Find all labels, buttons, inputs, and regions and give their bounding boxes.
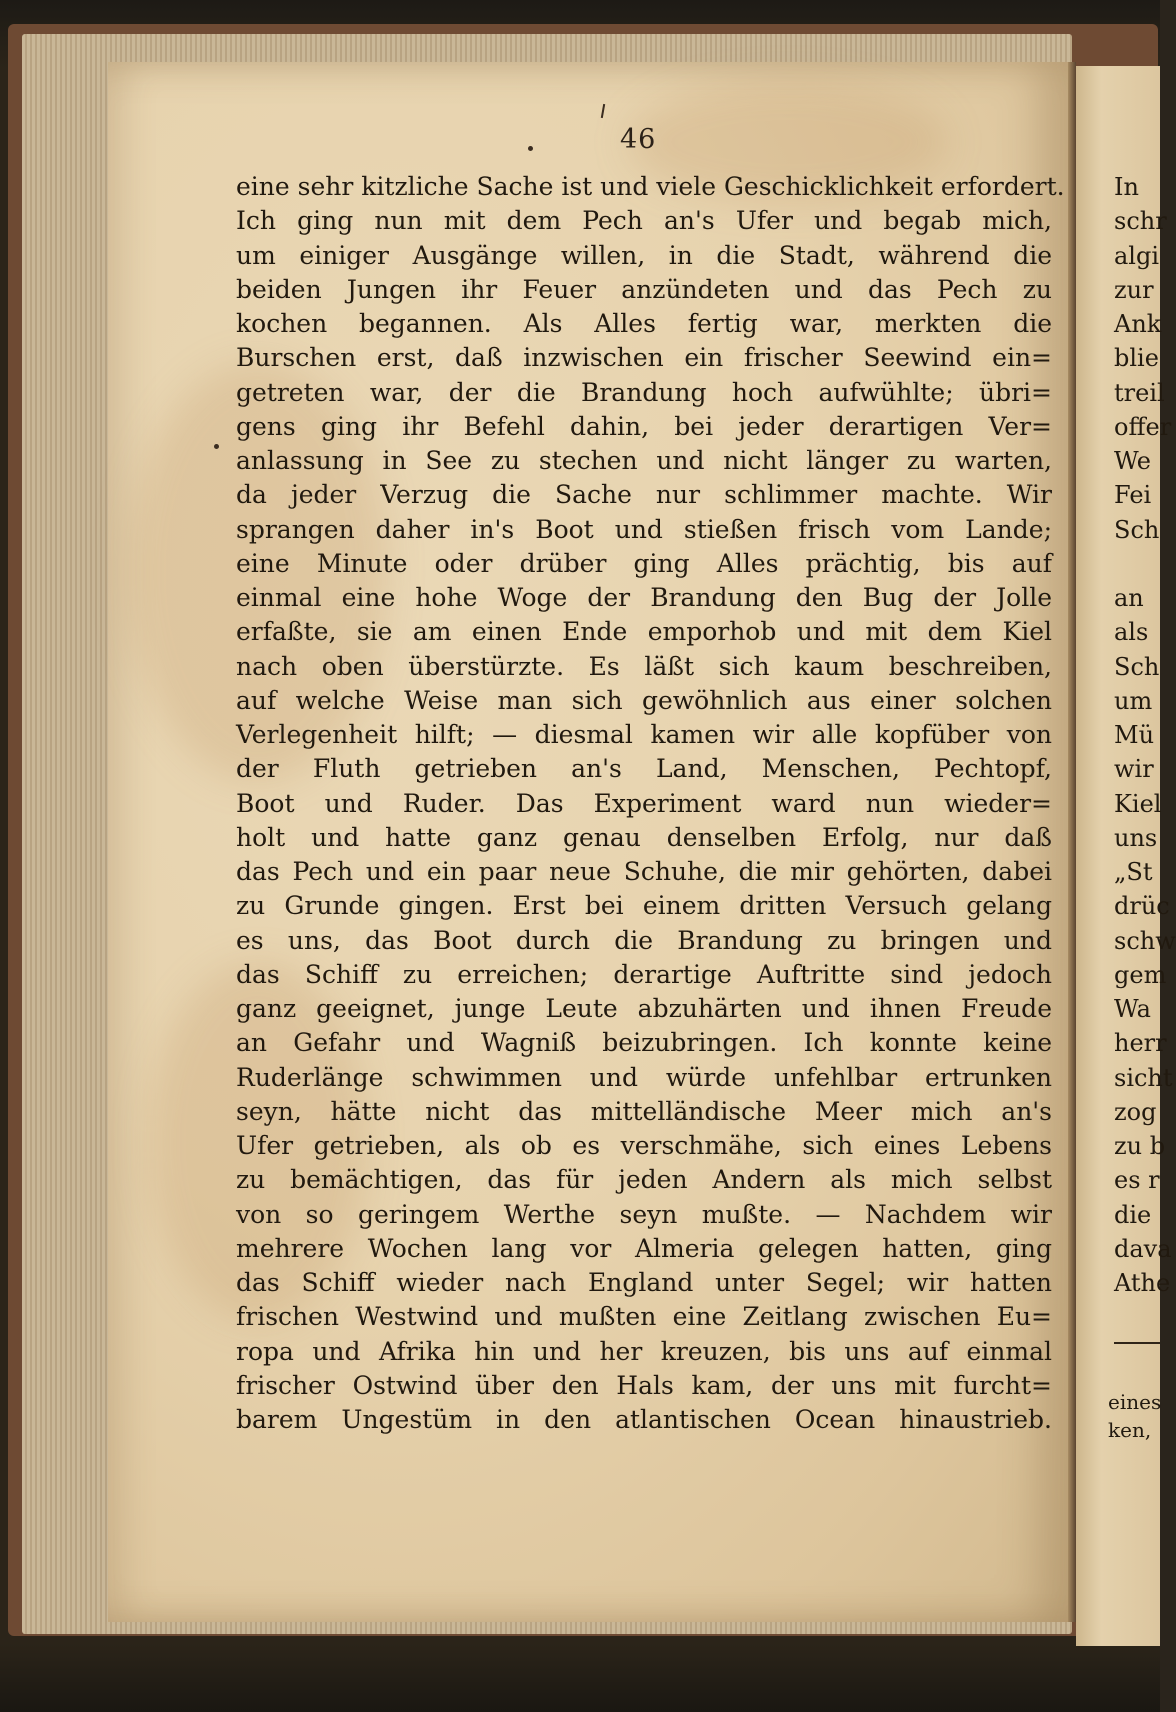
text-line: einmal eine hohe Woge der Brandung den Bug der Jolle [236,583,1052,612]
text-line: das Schiff wieder nach England unter Segel; wir hatten [236,1268,1052,1297]
text-line: an Gefahr und Wagniß beizubringen. Ich konnte keine [236,1028,1052,1058]
right-page-text-line: an [1114,584,1144,612]
text-line: Boot und Ruder. Das Experiment ward nun wieder= [236,788,1052,818]
right-page-text-line: zu b [1114,1132,1166,1160]
text-line: eine Minute oder drüber ging Alles prächtig, bis auf [236,548,1052,578]
right-page-text-line: zog [1114,1097,1157,1126]
text-line: gens ging ihr Befehl dahin, bei jeder derartigen Ver= [236,411,1052,441]
page-number: 46 [620,124,657,155]
page-gutter [1068,62,1076,1622]
text-line: Burschen erst, daß inzwischen ein frischer Seewind ein= [236,343,1052,373]
text-line: getreten war, der die Brandung hoch aufwühlte; übri= [236,377,1052,407]
text-line: das Pech und ein paar neue Schuhe, die mir gehörten, dabei [236,857,1052,886]
right-page-text-line: Fei [1114,481,1152,510]
footnote-line: ken, [1108,1418,1152,1442]
right-page-text-line: Mü [1114,721,1155,749]
text-line: sprangen daher in's Boot und stießen frisch vom Lande; [236,514,1052,544]
text-line: erfaßte, sie am einen Ende emporhob und mit dem Kiel [236,617,1052,647]
right-page-text-line: Kiel [1114,789,1162,818]
right-page-text-line [1114,547,1176,581]
text-line: nach oben überstürzte. Es läßt sich kaum beschreiben, [236,651,1052,681]
footnote-line: eines [1108,1390,1162,1414]
text-line: mehrere Wochen lang vor Almeria gelegen hatten, ging [236,1233,1052,1263]
text-line: ganz geeignet, junge Leute abzuhärten und ihnen Freude [236,994,1052,1023]
right-page-text-line: algi [1114,241,1160,270]
text-line: barem Ungestüm in den atlantischen Ocean hinaustrieb. [236,1405,1052,1434]
text-line: frischer Ostwind über den Hals kam, der uns mit furcht= [236,1370,1052,1400]
text-line: es uns, das Boot durch die Brandung zu bringen und [236,925,1052,955]
right-page-text-line: schw [1114,926,1176,955]
text-line: kochen begannen. Als Alles fertig war, merkten die [236,309,1052,338]
ink-dot [528,146,533,151]
text-line: auf welche Weise man sich gewöhnlich aus einer solchen [236,685,1052,715]
right-page-text-line: drüc [1114,892,1170,921]
right-page-text-line: sicht [1114,1063,1173,1092]
text-line: zu Grunde gingen. Erst bei einem dritten Versuch gelang [236,891,1052,921]
text-line: um einiger Ausgänge willen, in die Stadt, während die [236,240,1052,270]
page-body-text [236,170,1065,1437]
right-page-text-line: um [1114,686,1153,715]
right-page-text-line: In [1114,173,1139,201]
text-line: zu bemächtigen, das für jeden Andern als mich selbst [236,1165,1052,1195]
ink-dot [214,444,219,449]
right-page-text-line: uns [1114,823,1158,852]
right-page-text-line: gem [1114,960,1167,989]
right-page-text-line: Wa [1114,995,1151,1023]
text-line: da jeder Verzug die Sache nur schlimmer machte. Wir [236,480,1052,510]
right-page-text-line: „St [1114,858,1153,886]
right-page-text-line: dava [1114,1234,1172,1263]
text-line: holt und hatte ganz genau denselben Erfolg, nur daß [236,822,1052,852]
footnote-rule [1114,1342,1160,1344]
right-page-text-line: herr [1114,1029,1167,1058]
right-page-text-line: blie [1114,344,1159,373]
text-line: ropa und Afrika hin und her kreuzen, bis uns auf einmal [236,1336,1052,1366]
text-line: von so geringem Werthe seyn mußte. — Nachdem wir [236,1199,1052,1229]
right-page-text-line: als [1114,618,1149,647]
right-page-text-line: We [1114,447,1151,475]
right-page-text-line: wir [1114,755,1154,784]
text-line: eine sehr kitzliche Sache ist und viele Geschicklichkeit erfordert. [236,172,1065,201]
right-page-text [1114,170,1176,1300]
text-line: beiden Jungen ihr Feuer anzündeten und das Pech zu [236,274,1052,304]
right-page-text-line: treil [1114,378,1165,407]
right-page-text-line: die [1114,1200,1152,1229]
right-page-text-line: offer [1114,412,1172,441]
right-page-footnote [1108,1388,1161,1444]
text-line: Ruderlänge schwimmen und würde unfehlbar ertrunken [236,1062,1052,1092]
right-page-text-line: Sch [1114,515,1160,544]
right-page-text-line: Athe [1114,1269,1171,1297]
right-page-text-line: Sch [1114,652,1160,681]
right-page-text-line: schr [1114,207,1167,236]
text-line: Verlegenheit hilft; — diesmal kamen wir alle kopfüber von [236,720,1052,749]
right-page-text-line: es r [1114,1166,1160,1195]
text-line: anlassung in See zu stechen und nicht länger zu warten, [236,446,1052,475]
right-page-text-line: zur [1114,275,1154,304]
text-line: Ich ging nun mit dem Pech an's Ufer und begab mich, [236,206,1052,236]
text-line: der Fluth getrieben an's Land, Menschen, Pechtopf, [236,754,1052,784]
text-line: frischen Westwind und mußten eine Zeitlang zwischen Eu= [236,1302,1052,1332]
text-line: seyn, hätte nicht das mittelländische Meer mich an's [236,1096,1052,1126]
right-page-text-line: Ank [1114,310,1162,338]
text-line: Ufer getrieben, als ob es verschmähe, sich eines Lebens [236,1131,1052,1160]
text-line: das Schiff zu erreichen; derartige Auftritte sind jedoch [236,959,1052,989]
